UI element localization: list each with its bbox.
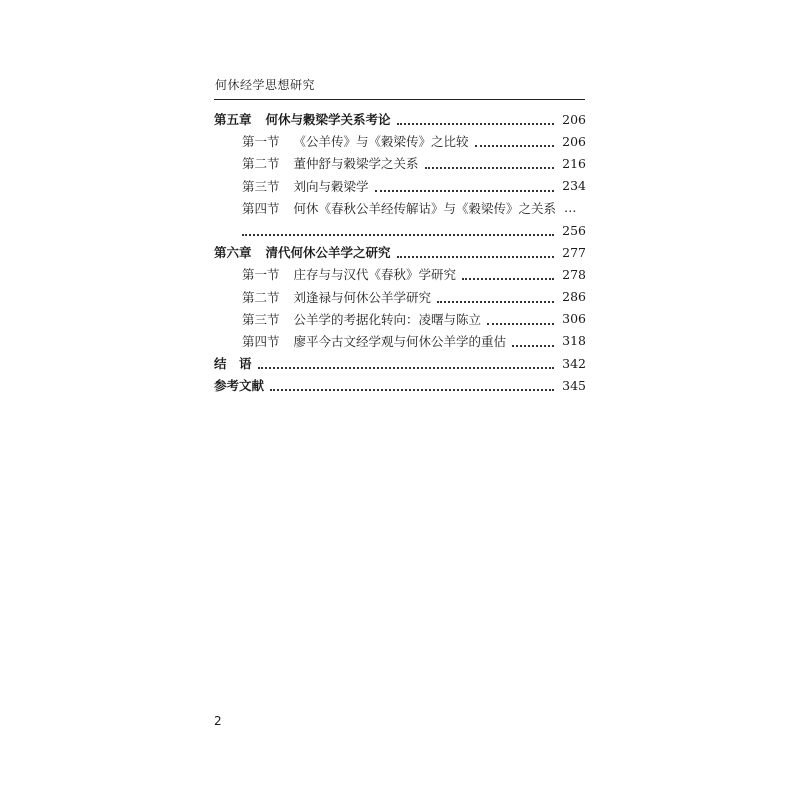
section-title: 刘向与穀梁学 [293, 178, 369, 194]
references-title: 参考文献 [214, 378, 265, 394]
page-ref: 278 [562, 266, 586, 282]
section-number: 第四节 [242, 333, 280, 349]
page-ref: 234 [562, 178, 586, 194]
leader-dots [425, 163, 554, 169]
section-title: 刘逢禄与何休公羊学研究 [293, 289, 432, 305]
page-number: 2 [214, 714, 222, 728]
toc-section-5-3[interactable] [214, 175, 586, 197]
toc-section-5-4-continuation[interactable] [214, 219, 586, 241]
leader-dots [475, 141, 554, 147]
page-ref: 306 [562, 311, 586, 327]
section-title: 董仲舒与穀梁学之关系 [293, 156, 419, 172]
toc-section-5-2[interactable] [214, 152, 586, 174]
section-number: 第一节 [242, 267, 280, 283]
section-title: 公羊学的考据化转向：凌曙与陈立 [293, 311, 482, 327]
page-ref: 342 [562, 355, 586, 371]
page-ref: 256 [562, 222, 586, 238]
leader-dots [375, 186, 554, 192]
table-of-contents [214, 108, 586, 396]
running-header: 何休经学思想研究 [215, 78, 316, 92]
leader-dots [512, 341, 554, 347]
page-ref: 206 [562, 133, 586, 149]
chapter-title: 清代何休公羊学之研究 [265, 245, 391, 261]
section-title: 廖平今古文经学观与何休公羊学的重估 [293, 333, 507, 349]
leader-dots [462, 274, 554, 280]
leader-dots [487, 319, 554, 325]
conclusion-title: 结 语 [214, 356, 252, 372]
leader-dots [397, 252, 554, 258]
section-number: 第一节 [242, 134, 280, 150]
page-ref: 277 [562, 244, 586, 260]
section-number: 第三节 [242, 311, 280, 327]
page-ref: 345 [562, 377, 586, 393]
header-rule [214, 99, 585, 100]
section-title: 《公羊传》与《穀梁传》之比较 [293, 134, 469, 150]
section-title: 何休《春秋公羊经传解诂》与《穀梁传》之关系 [293, 200, 557, 216]
leader-dots [258, 363, 554, 369]
toc-conclusion[interactable] [214, 352, 586, 374]
section-number: 第三节 [242, 178, 280, 194]
toc-chapter-6[interactable] [214, 241, 586, 263]
leader-dots [242, 230, 554, 236]
section-title: 庄存与与汉代《春秋》学研究 [293, 267, 457, 283]
chapter-number: 第六章 [214, 245, 252, 261]
leader-trail: … [564, 200, 578, 216]
toc-section-5-4[interactable] [214, 197, 586, 219]
leader-dots [437, 297, 554, 303]
page-ref: 216 [562, 155, 586, 171]
page-ref: 206 [562, 111, 586, 127]
toc-section-6-3[interactable] [214, 308, 586, 330]
leader-dots [397, 119, 554, 125]
page-ref: 318 [562, 333, 586, 349]
page-ref: 286 [562, 289, 586, 305]
chapter-title: 何休与穀梁学关系考论 [265, 112, 391, 128]
toc-chapter-5[interactable] [214, 108, 586, 130]
toc-section-6-1[interactable] [214, 263, 586, 285]
toc-section-5-1[interactable] [214, 130, 586, 152]
toc-section-6-4[interactable] [214, 330, 586, 352]
section-number: 第四节 [242, 200, 280, 216]
chapter-number: 第五章 [214, 112, 252, 128]
section-number: 第二节 [242, 156, 280, 172]
leader-dots [270, 385, 554, 391]
section-number: 第二节 [242, 289, 280, 305]
toc-section-6-2[interactable] [214, 286, 586, 308]
toc-references[interactable] [214, 374, 586, 396]
